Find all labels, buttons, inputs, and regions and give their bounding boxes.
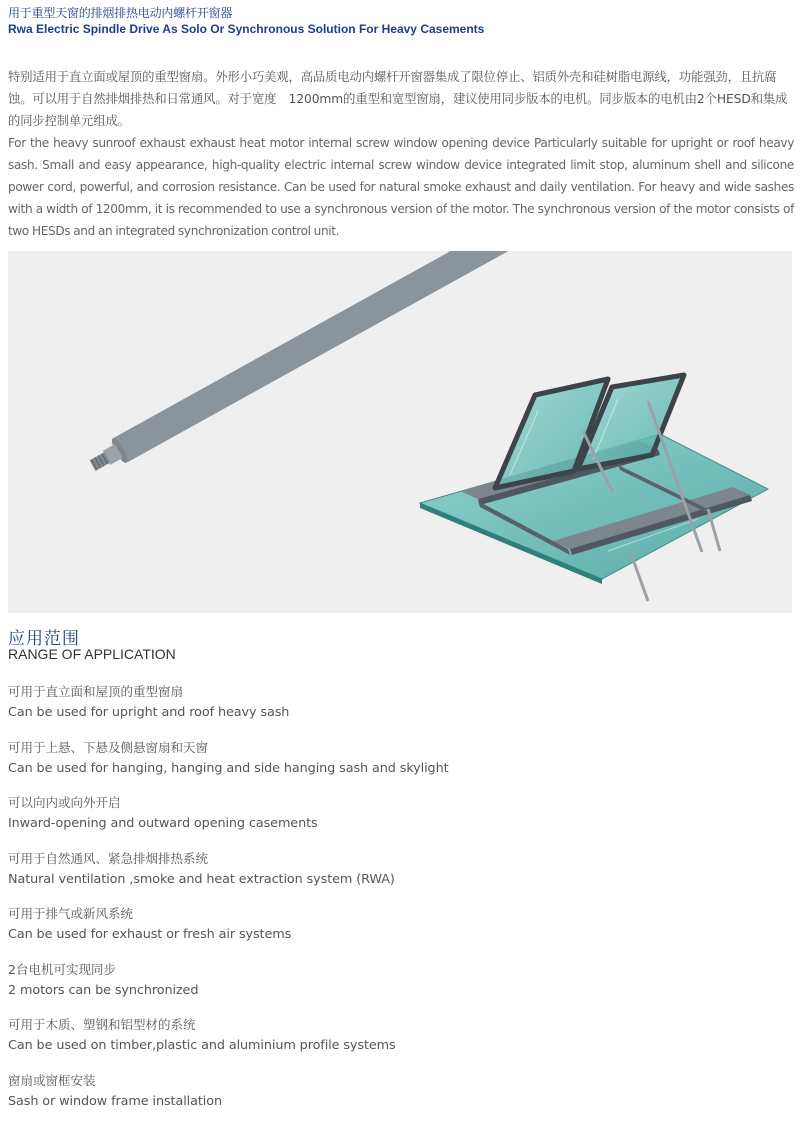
list-item xyxy=(8,738,788,794)
list-item xyxy=(8,793,788,849)
application-list xyxy=(8,682,788,1126)
list-item xyxy=(8,1015,788,1071)
application-zh: 可用于自然通风、紧急排烟排热系统 xyxy=(8,849,788,869)
list-item xyxy=(8,1071,788,1126)
application-en: Can be used for exhaust or fresh air systems xyxy=(8,924,788,946)
application-en: Inward-opening and outward opening casements xyxy=(8,813,788,835)
application-zh: 可以向内或向外开启 xyxy=(8,793,788,813)
section-heading-en: RANGE OF APPLICATION xyxy=(8,646,176,662)
skylight-illustration xyxy=(420,375,768,601)
list-item xyxy=(8,849,788,905)
application-zh: 窗扇或窗框安装 xyxy=(8,1071,788,1091)
application-en: Can be used for hanging, hanging and side hanging sash and skylight xyxy=(8,758,788,780)
intro-paragraph-en: For the heavy sunroof exhaust exhaust heat motor internal screw window opening device Particularly suitable for upright or roof heavy sash. Small and easy appearance, high-quality electric internal screw window device integrated limit stop, aluminum shell and silicone power cord, powerful, and corrosion resistance. Can be used for natural smoke exhaust and daily ventilation. For heavy and wide sashes with a width of 1200mm, it is recommended to use a synchronous version of the motor. The synchronous version of the motor consists of two HESDs and an integrated synchronization control unit. xyxy=(8,132,794,242)
application-en: Natural ventilation ,smoke and heat extraction system (RWA) xyxy=(8,869,788,891)
application-zh: 可用于直立面和屋顶的重型窗扇 xyxy=(8,682,788,702)
list-item xyxy=(8,682,788,738)
application-en: Can be used on timber,plastic and aluminium profile systems xyxy=(8,1035,788,1057)
section-heading-zh: 应用范围 xyxy=(8,624,80,649)
application-zh: 2台电机可实现同步 xyxy=(8,960,788,980)
list-item xyxy=(8,960,788,1016)
application-zh: 可用于木质、塑钢和铝型材的系统 xyxy=(8,1015,788,1035)
list-item xyxy=(8,904,788,960)
product-title-zh: 用于重型天窗的排烟排热电动内螺杆开窗器 xyxy=(8,4,232,21)
application-en: Can be used for upright and roof heavy sash xyxy=(8,702,788,724)
intro-paragraph-zh: 特别适用于直立面或屋顶的重型窗扇。外形小巧美观，高品质电动内螺杆开窗器集成了限位停止、铝质外壳和硅树脂电源线，功能强劲，且抗腐蚀。可以用于自然排烟排热和日常通风。对于宽度 1200mm的重型和宽型窗扇，建议使用同步版本的电机。同步版本的电机由2个HESD和集成的同步控制单元组成。 xyxy=(8,66,794,132)
product-title-en: Rwa Electric Spindle Drive As Solo Or Synchronous Solution For Heavy Casements xyxy=(8,22,484,36)
application-zh: 可用于上悬、下悬及侧悬窗扇和天窗 xyxy=(8,738,788,758)
application-en: Sash or window frame installation xyxy=(8,1091,788,1113)
application-zh: 可用于排气或新风系统 xyxy=(8,904,788,924)
product-illustration xyxy=(8,251,792,613)
application-en: 2 motors can be synchronized xyxy=(8,980,788,1002)
